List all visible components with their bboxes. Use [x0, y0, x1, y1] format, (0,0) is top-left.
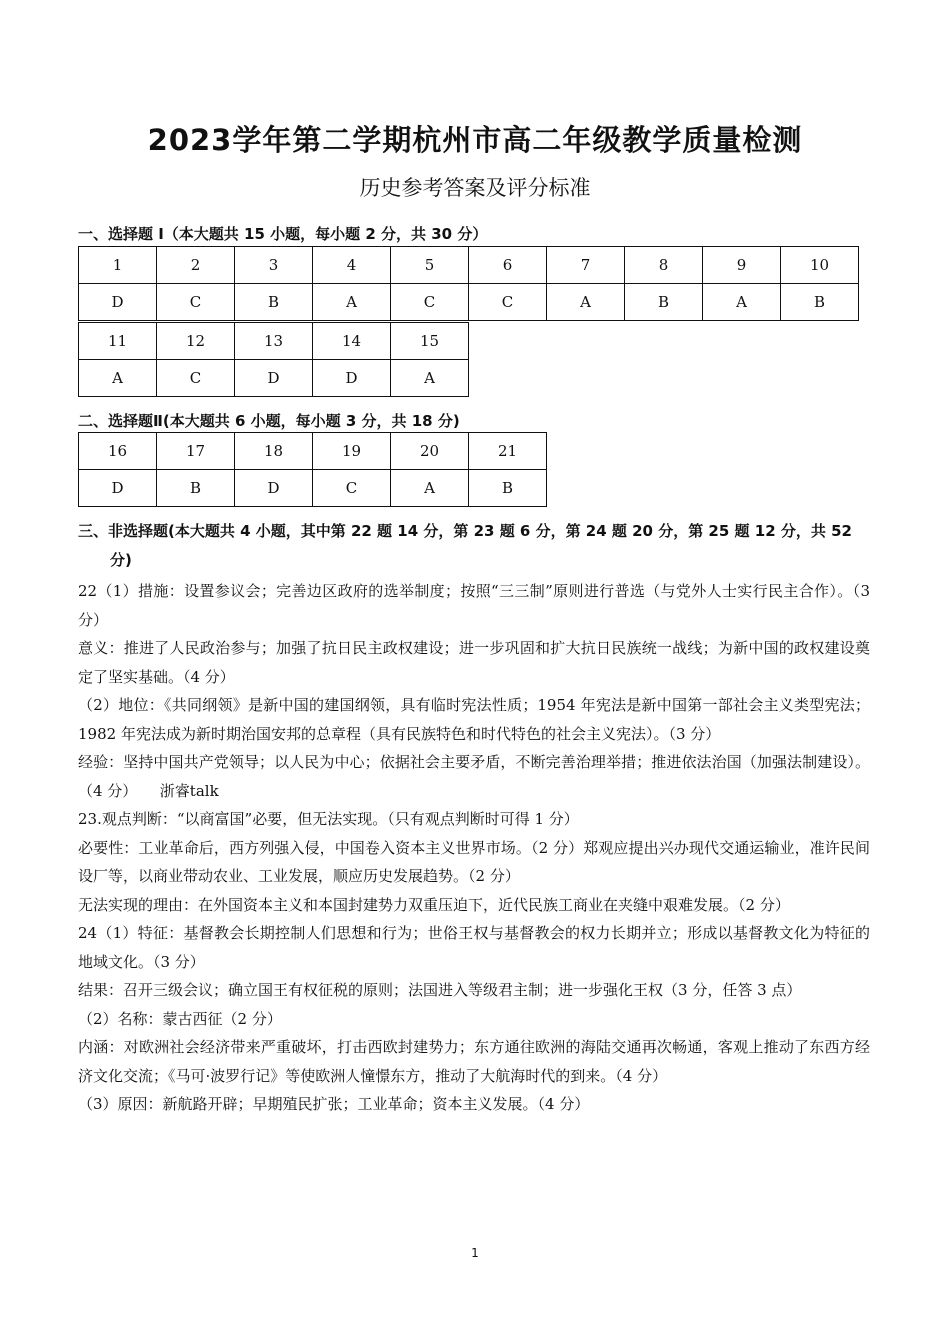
table-row [79, 323, 469, 360]
question-number: 6 [469, 247, 547, 284]
table-row [79, 360, 469, 397]
section1-heading: 一、选择题 I（本大题共 15 小题，每小题 2 分，共 30 分） [78, 225, 488, 243]
answer-cell: B [235, 284, 313, 321]
answer-paragraph: 结果：召开三级会议；确立国王有权征税的原则；法国进入等级君主制；进一步强化王权（3 分，任答 3 点） [78, 981, 802, 999]
question-number: 9 [703, 247, 781, 284]
answer-cell: D [79, 470, 157, 507]
question-number: 16 [79, 433, 157, 470]
question-number: 18 [235, 433, 313, 470]
answer-cell: D [235, 470, 313, 507]
answer-cell: A [703, 284, 781, 321]
question-number: 5 [391, 247, 469, 284]
question-number: 20 [391, 433, 469, 470]
question-number: 2 [157, 247, 235, 284]
answer-paragraph: （2）地位：《共同纲领》是新中国的建国纲领，具有临时宪法性质；1954 年宪法是新中国第一部社会主义类型宪法；1982 年宪法成为新时期治国安邦的总章程（具有民族特色和时代特色的社会主义宪法）。（3 分） [78, 696, 870, 743]
answer-paragraph: 内涵：对欧洲社会经济带来严重破坏，打击西欧封建势力；东方通往欧洲的海陆交通再次畅通，客观上推动了东西方经济文化交流；《马可·波罗行记》等使欧洲人憧憬东方，推动了大航海时代的到来。（4 分） [78, 1038, 870, 1085]
answer-table-1 [78, 246, 859, 321]
answer-cell: A [313, 284, 391, 321]
answer-cell: B [781, 284, 859, 321]
question-number: 4 [313, 247, 391, 284]
answer-paragraph: （2）名称：蒙古西征（2 分） [78, 1009, 282, 1028]
table-row [79, 247, 859, 284]
page-number: 1 [471, 1246, 479, 1260]
question-number: 10 [781, 247, 859, 284]
answer-cell: A [391, 470, 469, 507]
question-number: 12 [157, 323, 235, 360]
answer-paragraph: 意义：推进了人民政治参与；加强了抗日民主政权建设；进一步巩固和扩大抗日民族统一战线；为新中国的政权建设奠定了坚实基础。（4 分） [78, 639, 870, 686]
answer-paragraph: 经验：坚持中国共产党领导；以人民为中心；依据社会主要矛盾，不断完善治理举措；推进依法治国（加强法制建设）。（4 分） 浙睿talk [78, 753, 870, 800]
question-number: 17 [157, 433, 235, 470]
question-number: 14 [313, 323, 391, 360]
answer-paragraph: 23.观点判断：“以商富国”必要，但无法实现。（只有观点判断时可得 1 分） [78, 810, 579, 828]
answer-cell: C [157, 284, 235, 321]
question-number: 3 [235, 247, 313, 284]
answer-cell: B [469, 470, 547, 507]
question-number: 15 [391, 323, 469, 360]
answer-cell: D [235, 360, 313, 397]
section2-heading: 二、选择题Ⅱ(本大题共 6 小题，每小题 3 分，共 18 分) [78, 412, 460, 430]
question-number: 19 [313, 433, 391, 470]
answer-table-2 [78, 432, 547, 507]
answer-cell: B [157, 470, 235, 507]
question-number: 21 [469, 433, 547, 470]
answer-paragraph: 22（1）措施：设置参议会；完善边区政府的选举制度；按照“三三制”原则进行普选（与党外人士实行民主合作）。（3 分） [78, 582, 870, 629]
answer-cell: C [157, 360, 235, 397]
answer-cell: D [313, 360, 391, 397]
answer-cell: A [79, 360, 157, 397]
answer-cell: A [547, 284, 625, 321]
answer-paragraph: （3）原因：新航路开辟；早期殖民扩张；工业革命；资本主义发展。（4 分） [78, 1095, 590, 1113]
question-number: 7 [547, 247, 625, 284]
answer-paragraph: 无法实现的理由：在外国资本主义和本国封建势力双重压迫下，近代民族工商业在夹缝中艰难发展。（2 分） [78, 895, 790, 914]
question-number: 1 [79, 247, 157, 284]
table-row [79, 284, 859, 321]
answer-paragraph: 必要性：工业革命后，西方列强入侵，中国卷入资本主义世界市场。（2 分）郑观应提出兴办现代交通运输业，准许民间设厂等，以商业带动农业、工业发展，顺应历史发展趋势。（2 分） [78, 838, 870, 885]
question-number: 13 [235, 323, 313, 360]
table-row [79, 433, 547, 470]
page-subtitle: 历史参考答案及评分标准 [359, 176, 591, 200]
table-row [79, 470, 547, 507]
question-number: 11 [79, 323, 157, 360]
answer-cell: C [391, 284, 469, 321]
section3-heading: 三、非选择题(本大题共 4 小题，其中第 22 题 14 分，第 23 题 6 分，第 24 题 20 分，第 25 题 12 分，共 52 [78, 522, 852, 540]
answer-cell: C [313, 470, 391, 507]
answer-paragraph: 24（1）特征：基督教会长期控制人们思想和行为；世俗王权与基督教会的权力长期并立；形成以基督教文化为特征的地域文化。（3 分） [78, 924, 870, 971]
page-title: 2023学年第二学期杭州市高二年级教学质量检测 [147, 123, 803, 157]
answer-table-1b [78, 322, 469, 397]
answer-cell: C [469, 284, 547, 321]
answer-cell: D [79, 284, 157, 321]
answer-cell: A [391, 360, 469, 397]
answer-body [78, 577, 870, 1119]
question-number: 8 [625, 247, 703, 284]
answer-cell: B [625, 284, 703, 321]
section3-heading-cont: 分) [110, 551, 132, 569]
